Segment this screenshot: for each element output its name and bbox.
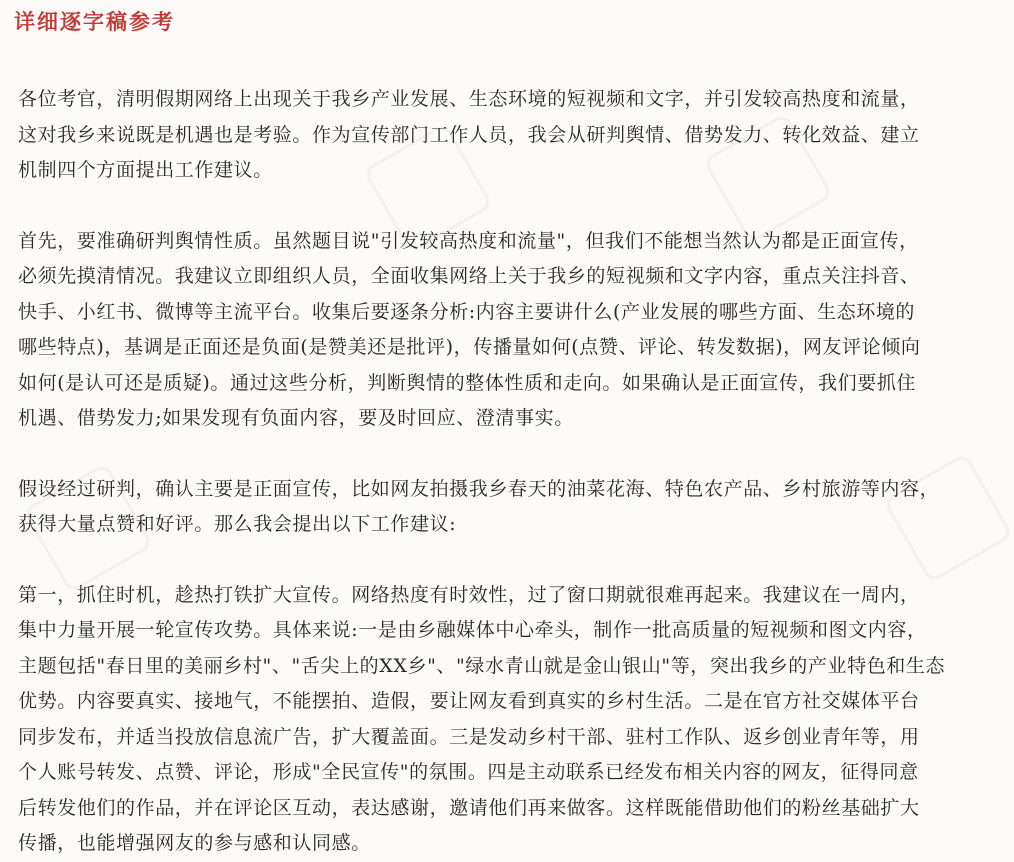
- text-line: 传播，也能增强网友的参与感和认同感。: [18, 832, 371, 854]
- text-line: 第一，抓住时机，趁热打铁扩大宣传。网络热度有时效性，过了窗口期就很难再起来。我建议在一周内，: [18, 583, 920, 606]
- text-line: 主题包括"春日里的美丽乡村"、"舌尖上的XX乡"、"绿水青山就是金山银山"等，突出我乡的产业特色和生态: [18, 654, 946, 677]
- paragraph-intro: [18, 82, 998, 189]
- text-line: 优势。内容要真实、接地气，不能摆拍、造假，要让网友看到真实的乡村生活。二是在官方社交媒体平台: [18, 690, 920, 712]
- text-line: 假设经过研判，确认主要是正面宣传，比如网友拍摄我乡春天的油菜花海、特色农产品、乡村旅游等内容，: [18, 477, 940, 500]
- text-line: 首先，要准确研判舆情性质。虽然题目说"引发较高热度和流量"，但我们不能想当然认为都是正面宣传，: [18, 229, 919, 252]
- text-line: 机遇、借势发力;如果发现有负面内容，要及时回应、澄清事实。: [18, 407, 574, 429]
- paragraph-suggestion-one: [18, 578, 998, 862]
- document-body: [18, 82, 998, 862]
- text-line: 必须先摸清情况。我建议立即组织人员，全面收集网络上关于我乡的短视频和文字内容，重点关注抖音、: [18, 265, 920, 287]
- text-line: 这对我乡来说既是机遇也是考验。作为宣传部门工作人员，我会从研判舆情、借势发力、转化效益、建立: [18, 123, 920, 146]
- document-title: 详细逐字稿参考: [14, 9, 175, 34]
- text-line: 机制四个方面提出工作建议。: [18, 159, 273, 181]
- text-line: 同步发布，并适当投放信息流广告，扩大覆盖面。三是发动乡村干部、驻村工作队、返乡创业青年等，用: [18, 725, 920, 748]
- text-line: 如何(是认可还是质疑)。通过这些分析，判断舆情的整体性质和走向。如果确认是正面宣传，我们要抓住: [18, 371, 917, 394]
- text-line: 哪些特点)，基调是正面还是负面(是赞美还是批评)，传播量如何(点赞、评论、转发数据)，网友评论倾向: [18, 336, 921, 358]
- paragraph-assumption: [18, 472, 998, 543]
- text-line: 后转发他们的作品，并在评论区互动，表达感谢，邀请他们再来做客。这样既能借助他们的粉丝基础扩大: [18, 796, 920, 819]
- text-line: 各位考官，清明假期网络上出现关于我乡产业发展、生态环境的短视频和文字，并引发较高热度和流量，: [18, 88, 920, 110]
- text-line: 个人账号转发、点赞、评论，形成"全民宣传"的氛围。四是主动联系已经发布相关内容的网友，征得同意: [18, 761, 919, 783]
- text-line: 快手、小红书、微博等主流平台。收集后要逐条分析:内容主要讲什么(产业发展的哪些方面、生态环境的: [18, 300, 916, 323]
- text-line: 获得大量点赞和好评。那么我会提出以下工作建议:: [18, 513, 457, 535]
- text-line: 集中力量开展一轮宣传攻势。具体来说:一是由乡融媒体中心牵头，制作一批高质量的短视频和图文内容，: [18, 619, 927, 641]
- paragraph-analysis: [18, 224, 998, 437]
